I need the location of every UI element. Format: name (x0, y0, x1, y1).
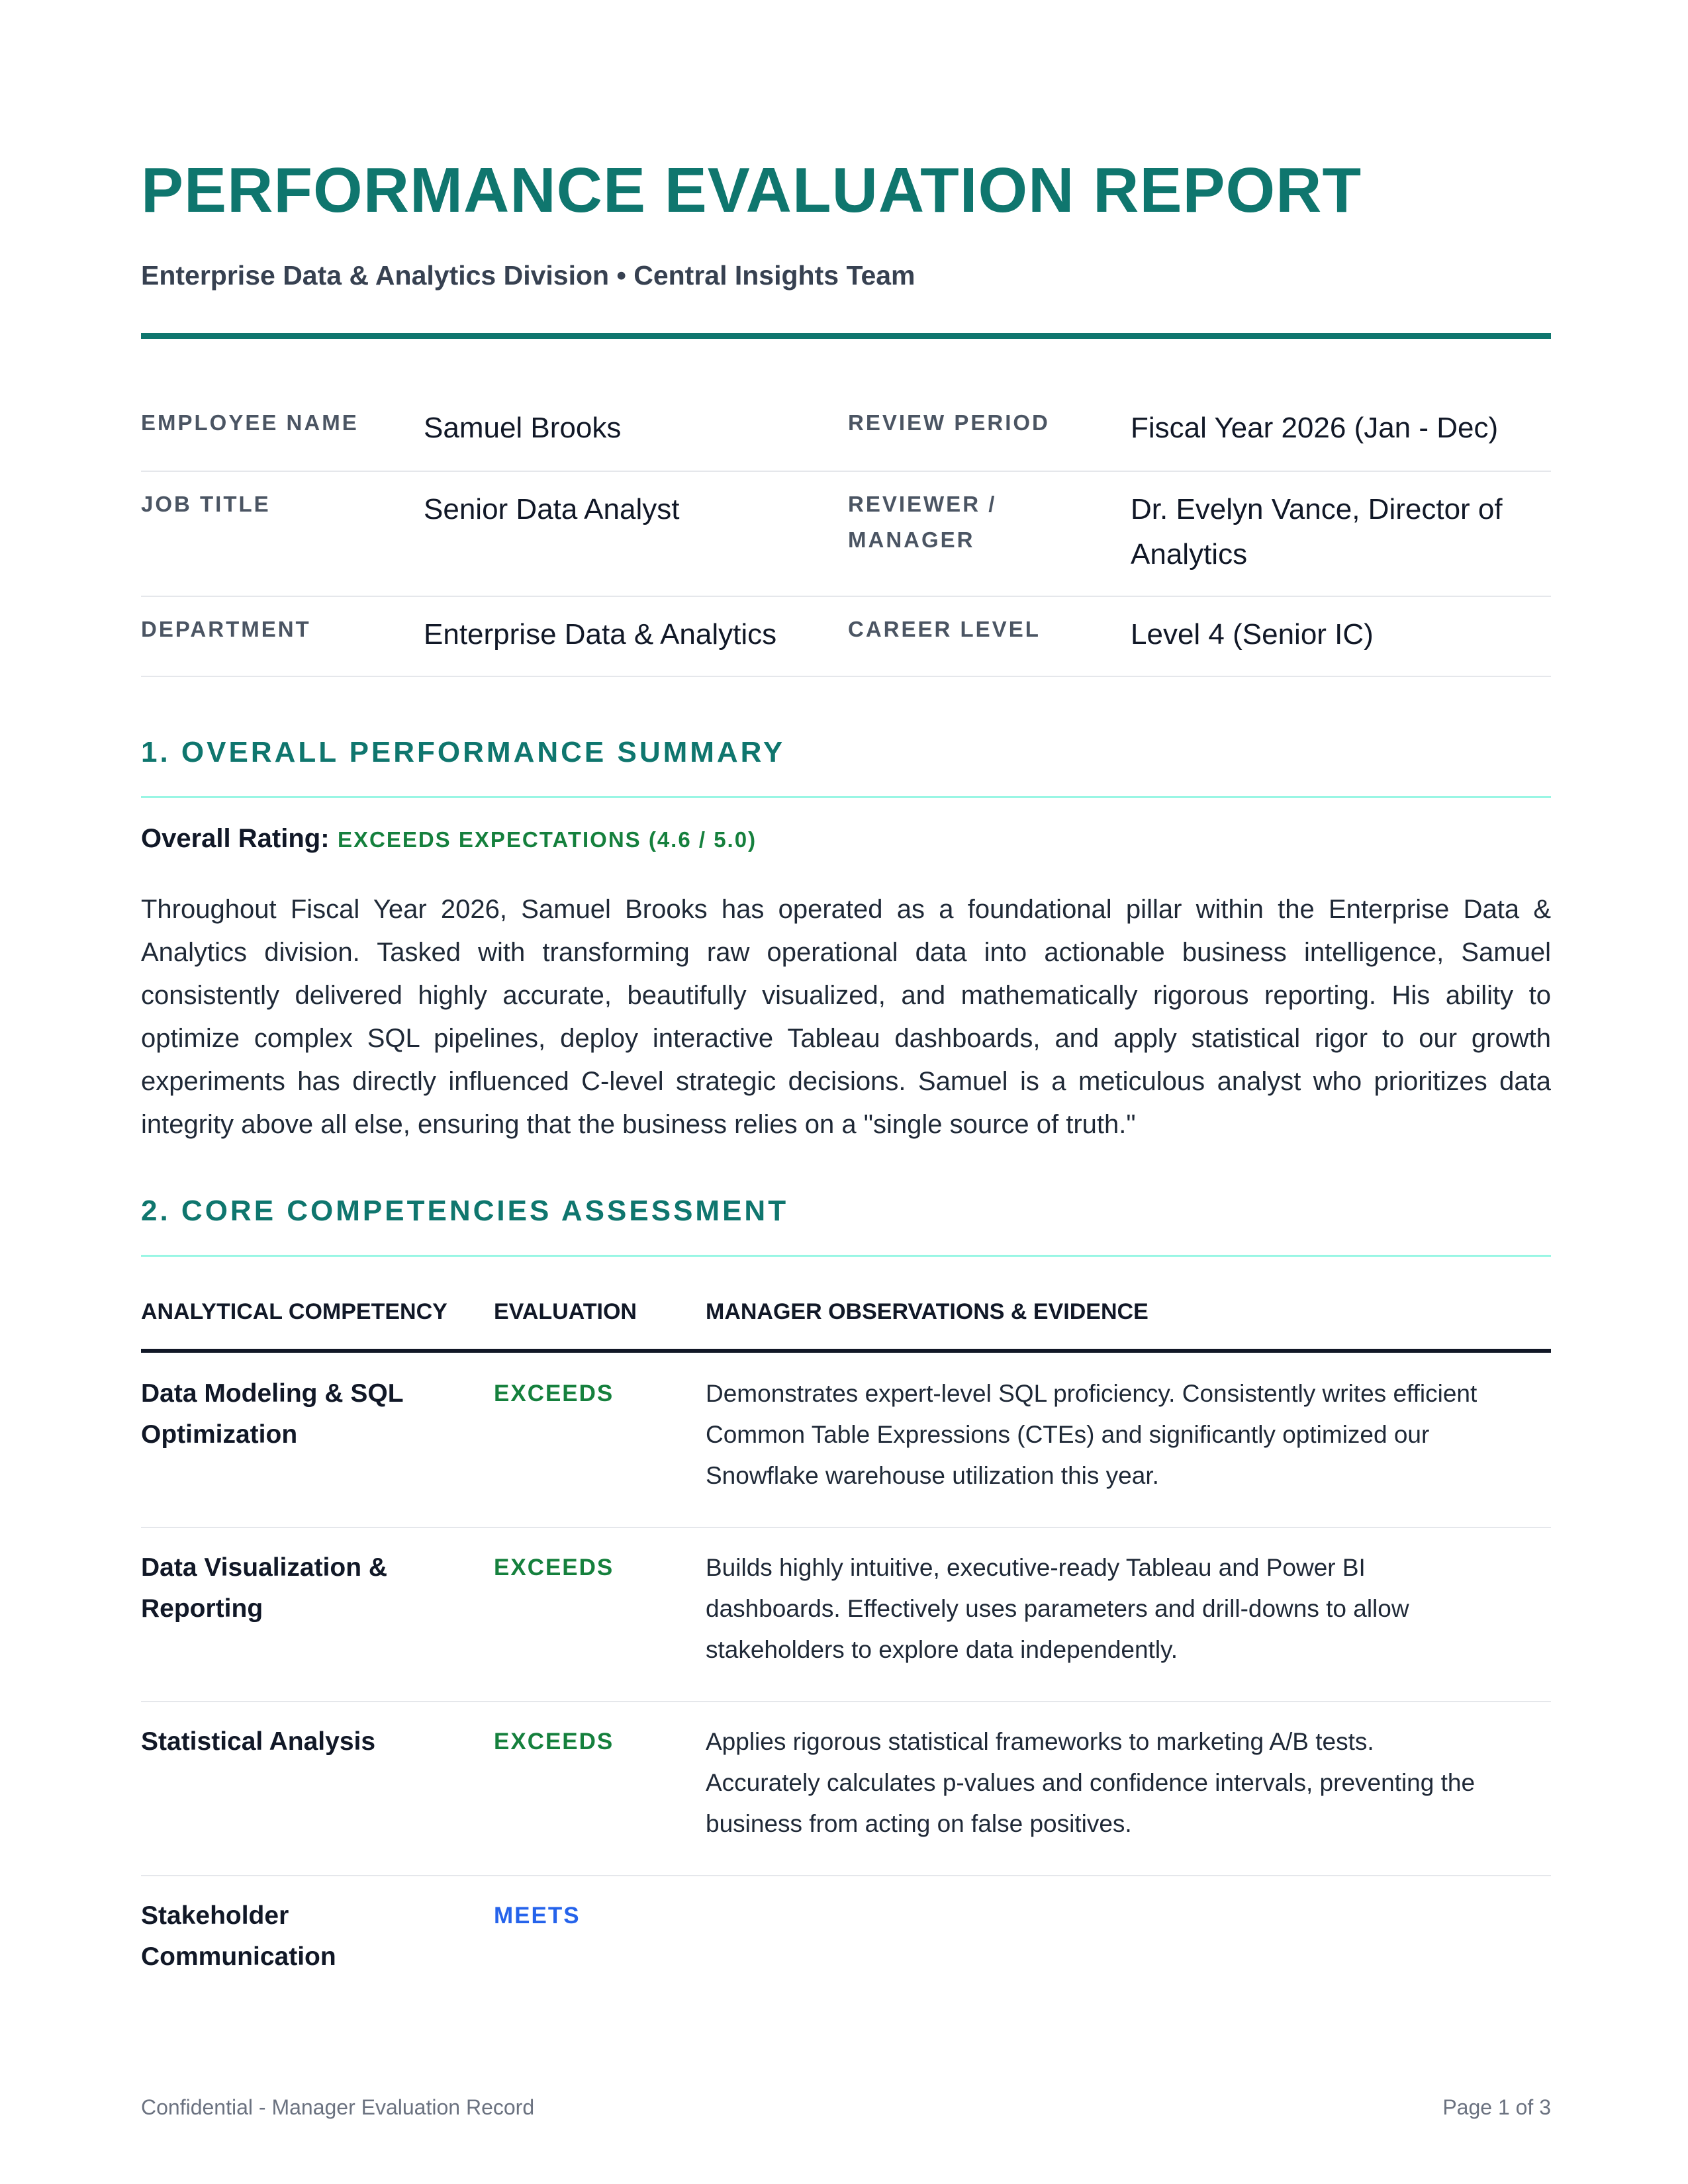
report-title: PERFORMANCE EVALUATION REPORT (141, 155, 1362, 226)
competency-name-line: Statistical Analysis (141, 1727, 376, 1756)
employee-info-table (141, 390, 1551, 677)
observation-line: Common Table Expressions (CTEs) and significantly optimized our (706, 1421, 1430, 1448)
observation-line: stakeholders to explore data independently. (706, 1636, 1178, 1663)
observation-line: Applies rigorous statistical frameworks to marketing A/B tests. (706, 1728, 1374, 1755)
career-level-value: Level 4 (Senior IC) (1131, 618, 1374, 651)
column-header-competency: ANALYTICAL COMPETENCY (141, 1299, 447, 1324)
reviewer-value-line: Analytics (1131, 538, 1248, 570)
reviewer-value-line: Dr. Evelyn Vance, Director of (1131, 493, 1503, 525)
table-header-divider (141, 1349, 1551, 1353)
department-label: DEPARTMENT (141, 617, 311, 641)
competency-name-line: Reporting (141, 1594, 263, 1623)
evaluation-badge: MEETS (494, 1903, 581, 1929)
competency-name-line: Data Visualization & (141, 1553, 388, 1582)
report-subtitle: Enterprise Data & Analytics Division • Central Insights Team (141, 260, 915, 291)
competency-name (141, 1721, 472, 1762)
reviewer-value (1131, 472, 1551, 596)
reviewer-label (848, 472, 1131, 596)
observation-line: Accurately calculates p-values and confidence intervals, preventing the (706, 1769, 1476, 1796)
competency-name (141, 1547, 472, 1629)
competency-name-line: Data Modeling & SQL (141, 1379, 404, 1408)
footer-confidential: Confidential - Manager Evaluation Record (141, 2095, 535, 2119)
competency-name-line: Optimization (141, 1420, 298, 1449)
observation-line: dashboards. Effectively uses parameters and drill-downs to allow (706, 1595, 1409, 1622)
career-level-label: CAREER LEVEL (848, 617, 1041, 641)
column-header-observations: MANAGER OBSERVATIONS & EVIDENCE (706, 1299, 1149, 1324)
competency-name-line: Communication (141, 1942, 336, 1971)
observation-line: Demonstrates expert-level SQL proficiency. Consistently writes efficient (706, 1380, 1477, 1407)
department-value: Enterprise Data & Analytics (424, 618, 777, 651)
performance-summary: Throughout Fiscal Year 2026, Samuel Brooks has operated as a foundational pillar within the Enterprise Data & Analytics division. Tasked with transforming raw operational data into actionable business intelligence, Samuel consistently delivered highly accurate, beautifully visualized, and mathematically rigorous reporting. His ability to optimize complex SQL pipelines, deploy interactive Tableau dashboards, and apply statistical rigor to our growth experiments has directly influenced C-level strategic decisions. Samuel is a meticulous analyst who prioritizes data integrity above all else, ensuring that the business relies on a "single source of truth." (141, 895, 1551, 1139)
job-title-label: JOB TITLE (141, 492, 271, 516)
section-1-title: 1. OVERALL PERFORMANCE SUMMARY (141, 736, 786, 768)
footer-page-number: Page 1 of 3 (1442, 2095, 1551, 2119)
evaluation-badge: EXCEEDS (494, 1729, 614, 1754)
employee-name-value: Samuel Brooks (424, 412, 622, 444)
reviewer-label-line: MANAGER (848, 527, 975, 552)
review-period-label: REVIEW PERIOD (848, 410, 1050, 435)
info-row (141, 390, 1551, 472)
overall-rating-label: Overall Rating: (141, 824, 330, 853)
observation-line: Builds highly intuitive, executive-ready Tableau and Power BI (706, 1554, 1366, 1581)
section-2-title: 2. CORE COMPETENCIES ASSESSMENT (141, 1195, 789, 1227)
review-period-value: Fiscal Year 2026 (Jan - Dec) (1131, 412, 1499, 444)
competency-name (141, 1895, 472, 1978)
employee-name-label: EMPLOYEE NAME (141, 410, 359, 435)
row-divider (141, 1527, 1551, 1528)
observation-line: business from acting on false positives. (706, 1810, 1132, 1837)
competency-name-line: Stakeholder (141, 1901, 289, 1930)
column-header-evaluation: EVALUATION (494, 1299, 637, 1324)
row-divider (141, 1875, 1551, 1876)
title-divider (141, 333, 1551, 339)
competency-table-header (141, 1294, 1551, 1353)
section-1-divider (141, 796, 1551, 798)
info-row (141, 472, 1551, 597)
competency-name (141, 1373, 472, 1455)
reviewer-label-line: REVIEWER / (848, 492, 997, 516)
row-divider (141, 1701, 1551, 1702)
manager-observation (706, 1547, 1551, 1670)
job-title-value: Senior Data Analyst (424, 493, 680, 525)
info-row (141, 597, 1551, 677)
evaluation-badge: EXCEEDS (494, 1381, 614, 1406)
overall-rating (141, 824, 757, 854)
observation-line: Snowflake warehouse utilization this year. (706, 1462, 1159, 1489)
manager-observation (706, 1373, 1551, 1496)
section-2-divider (141, 1255, 1551, 1257)
manager-observation (706, 1721, 1551, 1844)
overall-rating-value: EXCEEDS EXPECTATIONS (4.6 / 5.0) (337, 827, 757, 852)
evaluation-badge: EXCEEDS (494, 1555, 614, 1580)
